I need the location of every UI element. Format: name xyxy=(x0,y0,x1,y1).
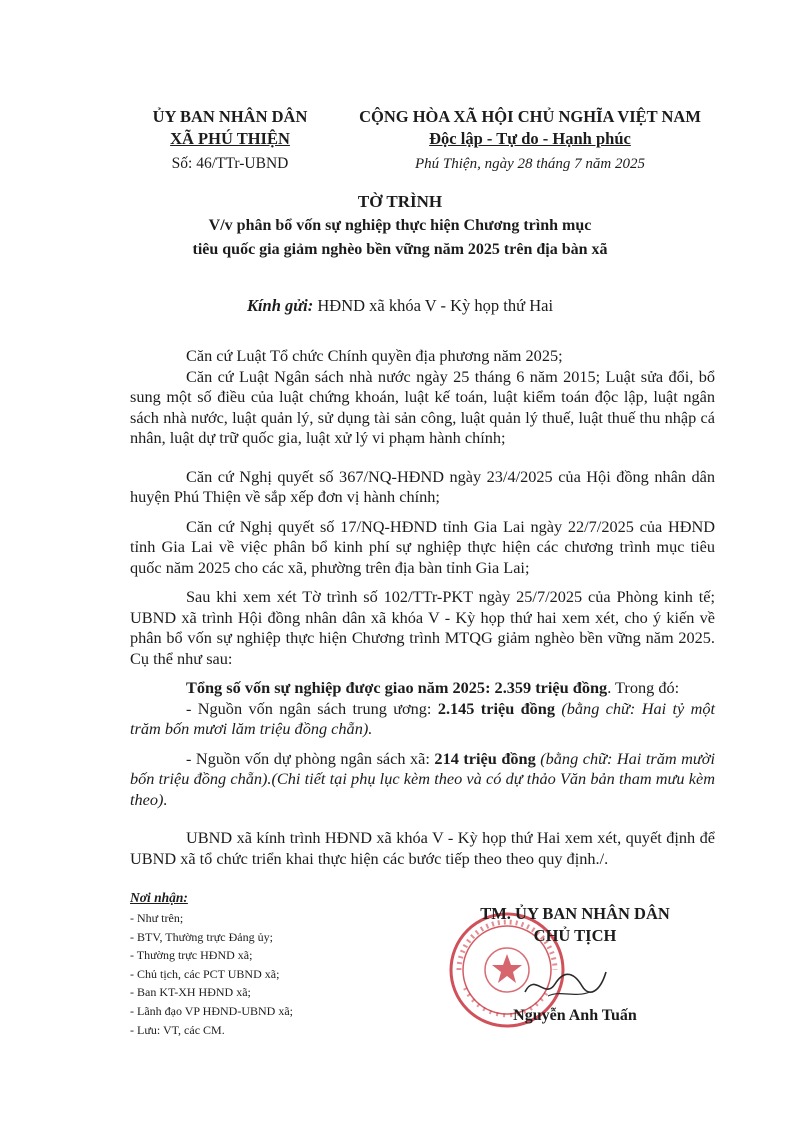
list-item: - Thường trực HĐND xã; xyxy=(130,948,253,963)
subject-line2: tiêu quốc gia giảm nghèo bền vững năm 2025 trên địa bàn xã xyxy=(192,241,608,258)
body-paragraph: Căn cứ Nghị quyết số 17/NQ-HĐND tỉnh Gia Lai ngày 22/7/2025 của HĐND tỉnh Gia Lai về việc phân bổ kinh phí sự nghiệp thực hiện các chương trình mục tiêu quốc năm 2025 cho các xã, phường trên địa bàn tỉnh Gia Lai; xyxy=(130,516,715,577)
signer-name: Nguyễn Anh Tuấn xyxy=(513,1007,637,1024)
body-paragraph: Căn cứ Nghị quyết số 367/NQ-HĐND ngày 23/4/2025 của Hội đồng nhân dân huyện Phú Thiện về sắp xếp đơn vị hành chính; xyxy=(130,466,715,506)
org-line2: XÃ PHÚ THIỆN xyxy=(170,129,290,148)
list-item: - Ban KT-XH HĐND xã; xyxy=(130,985,251,1000)
funding-total-bold: Tổng số vốn sự nghiệp được giao năm 2025: 2.359 triệu đồng xyxy=(186,678,608,697)
signature-org: TM. ỦY BAN NHÂN DÂN xyxy=(480,904,670,923)
place-date: Phú Thiện, ngày 28 tháng 7 năm 2025 xyxy=(415,156,645,172)
list-item: - BTV, Thường trực Đảng ủy; xyxy=(130,929,273,944)
signature-block xyxy=(455,903,695,947)
body-paragraph: Căn cứ Luật Tổ chức Chính quyền địa phương năm 2025; xyxy=(186,346,563,365)
body-paragraph: Căn cứ Luật Ngân sách nhà nước ngày 25 tháng 6 năm 2015; Luật sửa đổi, bổ sung một số điều của luật chứng khoán, luật kế toán, luật kiểm toán độc lập, luật ngân sách nhà nước, luật quản lý, sử dụng tài sản công, luật quản lý thuế, luật thuế thu nhập cá nhân, luật dự trữ quốc gia, luật xử lý vi phạm hành chính; xyxy=(130,366,715,447)
signature-scribble-icon xyxy=(520,962,610,1007)
national-header xyxy=(330,106,730,173)
recipient-value: HĐND xã khóa V - Kỳ họp thứ Hai xyxy=(317,296,554,315)
signature-title: CHỦ TỊCH xyxy=(533,926,617,945)
document-title: TỜ TRÌNH xyxy=(357,192,443,211)
reference-number: Số: 46/TTr-UBND xyxy=(171,155,289,172)
nation-line1: CỘNG HÒA XÃ HỘI CHỦ NGHĨA VIỆT NAM xyxy=(359,107,701,126)
list-item: - Chủ tịch, các PCT UBND xã; xyxy=(130,966,280,981)
subject-line1: V/v phân bổ vốn sự nghiệp thực hiện Chương trình mục xyxy=(208,217,592,234)
list-item: - Như trên; xyxy=(130,911,184,925)
funding-central: - Nguồn vốn ngân sách trung ương: 2.145 triệu đồng (bằng chữ: Hai tỷ một trăm bốn mươi lăm triệu đồng chẵn). xyxy=(130,698,715,738)
funding-reserve: - Nguồn vốn dự phòng ngân sách xã: 214 triệu đồng (bằng chữ: Hai trăm mười bốn triệu đồng chẵn).(Chi tiết tại phụ lục kèm theo và có dự thảo Văn bản tham mưu kèm theo). xyxy=(130,748,715,809)
list-item: - Lưu: VT, các CM. xyxy=(130,1022,225,1037)
body-paragraph: Sau khi xem xét Tờ trình số 102/TTr-PKT ngày 25/7/2025 của Phòng kinh tế; UBND xã trình Hội đồng nhân dân xã khóa V - Kỳ họp thứ hai xem xét, cho ý kiến về phân bổ vốn sự nghiệp thực hiện Chương trình MTQG giảm nghèo bền vững năm 2025. Cụ thể như sau: xyxy=(130,587,715,668)
list-item: - Lãnh đạo VP HĐND-UBND xã; xyxy=(130,1003,293,1018)
funding-total: Tổng số vốn sự nghiệp được giao năm 2025: 2.359 triệu đồng. Trong đó: xyxy=(186,678,680,697)
document-body xyxy=(130,346,715,869)
recipients-title: Nơi nhận: xyxy=(130,890,188,905)
document-subject xyxy=(110,214,690,262)
nation-line2: Độc lập - Tự do - Hạnh phúc xyxy=(429,129,631,148)
issuing-authority xyxy=(130,106,330,174)
recipient-label: Kính gửi: xyxy=(246,296,314,315)
reserve-amount: 214 triệu đồng xyxy=(434,748,536,768)
recipient-line xyxy=(110,296,690,316)
recipients-list xyxy=(130,909,293,1039)
closing-paragraph: UBND xã kính trình HĐND xã khóa V - Kỳ họp thứ Hai xem xét, quyết định để UBND xã tổ chức triển khai thực hiện các bước tiếp theo theo quy định./. xyxy=(130,828,715,868)
central-amount: 2.145 triệu đồng xyxy=(437,698,555,718)
org-line1: ỦY BAN NHÂN DÂN xyxy=(152,107,308,126)
